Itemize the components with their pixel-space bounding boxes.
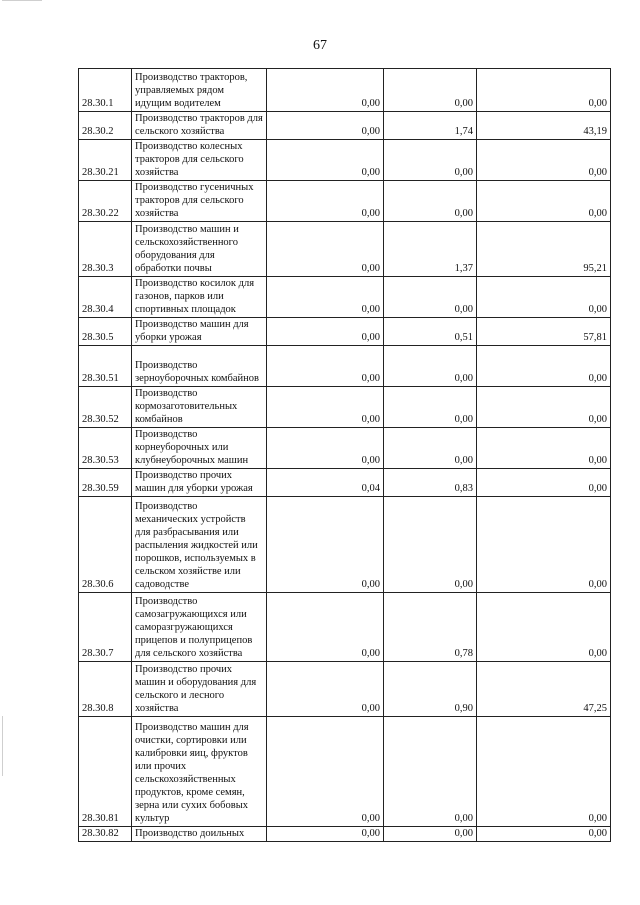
value-col-2: 0,00 [384,69,477,112]
value-col-3: 0,00 [477,69,611,112]
table-row [79,222,611,277]
value-col-1: 0,00 [267,717,384,827]
okved-code: 28.30.3 [79,222,132,277]
value-col-2: 0,00 [384,428,477,469]
value-col-2: 0,00 [384,181,477,222]
okved-code: 28.30.8 [79,662,132,717]
okved-code: 28.30.52 [79,387,132,428]
value-col-3: 43,19 [477,112,611,140]
value-col-3: 0,00 [477,346,611,387]
okved-code: 28.30.2 [79,112,132,140]
value-col-1: 0,00 [267,140,384,181]
value-col-2: 1,37 [384,222,477,277]
value-col-1: 0,00 [267,112,384,140]
value-col-2: 0,00 [384,387,477,428]
value-col-1: 0,00 [267,69,384,112]
table-row [79,140,611,181]
table-row [79,593,611,662]
activity-name: Производство машин и сельскохозяйственного оборудования для обработки почвы [132,222,267,277]
value-col-1: 0,00 [267,181,384,222]
table-row [79,112,611,140]
activity-name: Производство доильных [132,827,267,842]
value-col-3: 0,00 [477,593,611,662]
table-row [79,181,611,222]
table-row [79,469,611,497]
value-col-3: 95,21 [477,222,611,277]
activity-name: Производство прочих машин для уборки урожая [132,469,267,497]
value-col-1: 0,00 [267,318,384,346]
activity-name: Производство косилок для газонов, парков или спортивных площадок [132,277,267,318]
value-col-3: 0,00 [477,140,611,181]
value-col-1: 0,00 [267,497,384,593]
activity-name: Производство гусеничных тракторов для сельского хозяйства [132,181,267,222]
okved-code: 28.30.22 [79,181,132,222]
value-col-2: 0,00 [384,497,477,593]
value-col-3: 47,25 [477,662,611,717]
table-row [79,387,611,428]
value-col-2: 1,74 [384,112,477,140]
okved-code: 28.30.6 [79,497,132,593]
activity-name: Производство машин для очистки, сортировки или калибровки яиц, фруктов или прочих сельскохозяйственных продуктов, кроме семян, зерна или сухих бобовых культур [132,717,267,827]
okved-code: 28.30.7 [79,593,132,662]
activity-name: Производство зерноуборочных комбайнов [132,346,267,387]
value-col-1: 0,00 [267,827,384,842]
value-col-3: 0,00 [477,717,611,827]
value-col-1: 0,04 [267,469,384,497]
value-col-1: 0,00 [267,428,384,469]
value-col-1: 0,00 [267,277,384,318]
okved-code: 28.30.59 [79,469,132,497]
activity-name: Производство колесных тракторов для сельского хозяйства [132,140,267,181]
value-col-2: 0,00 [384,346,477,387]
value-col-1: 0,00 [267,222,384,277]
table-row [79,277,611,318]
value-col-3: 0,00 [477,827,611,842]
value-col-2: 0,78 [384,593,477,662]
value-col-2: 0,00 [384,827,477,842]
value-col-1: 0,00 [267,346,384,387]
table-row [79,428,611,469]
value-col-2: 0,00 [384,717,477,827]
activity-name: Производство прочих машин и оборудования для сельского и лесного хозяйства [132,662,267,717]
table-row [79,346,611,387]
value-col-2: 0,51 [384,318,477,346]
value-col-3: 0,00 [477,428,611,469]
table-row [79,318,611,346]
okved-code: 28.30.82 [79,827,132,842]
scan-edge-mark [2,0,42,1]
value-col-1: 0,00 [267,662,384,717]
table-row [79,717,611,827]
page-number: 67 [313,38,327,53]
value-col-3: 57,81 [477,318,611,346]
value-col-3: 0,00 [477,181,611,222]
activity-name: Производство тракторов, управляемых рядом идущим водителем [132,69,267,112]
okved-code: 28.30.53 [79,428,132,469]
data-table [78,68,611,842]
scan-edge-mark [2,716,3,776]
value-col-1: 0,00 [267,387,384,428]
activity-name: Производство тракторов для сельского хозяйства [132,112,267,140]
table-row [79,662,611,717]
value-col-2: 0,00 [384,140,477,181]
value-col-2: 0,00 [384,277,477,318]
activity-name: Производство самозагружающихся или саморазгружающихся прицепов и полуприцепов для сельского хозяйства [132,593,267,662]
okved-code: 28.30.4 [79,277,132,318]
value-col-1: 0,00 [267,593,384,662]
table-row [79,497,611,593]
value-col-3: 0,00 [477,469,611,497]
okved-code: 28.30.21 [79,140,132,181]
table-row [79,827,611,842]
value-col-3: 0,00 [477,277,611,318]
okved-code: 28.30.81 [79,717,132,827]
value-col-3: 0,00 [477,387,611,428]
okved-code: 28.30.51 [79,346,132,387]
value-col-3: 0,00 [477,497,611,593]
activity-name: Производство машин для уборки урожая [132,318,267,346]
activity-name: Производство механических устройств для разбрасывания или распыления жидкостей или порошков, используемых в сельском хозяйстве или садоводстве [132,497,267,593]
value-col-2: 0,90 [384,662,477,717]
okved-code: 28.30.5 [79,318,132,346]
activity-name: Производство корнеуборочных или клубнеуборочных машин [132,428,267,469]
table-body [79,69,611,842]
value-col-2: 0,83 [384,469,477,497]
okved-code: 28.30.1 [79,69,132,112]
activity-name: Производство кормозаготовительных комбайнов [132,387,267,428]
table-row [79,69,611,112]
